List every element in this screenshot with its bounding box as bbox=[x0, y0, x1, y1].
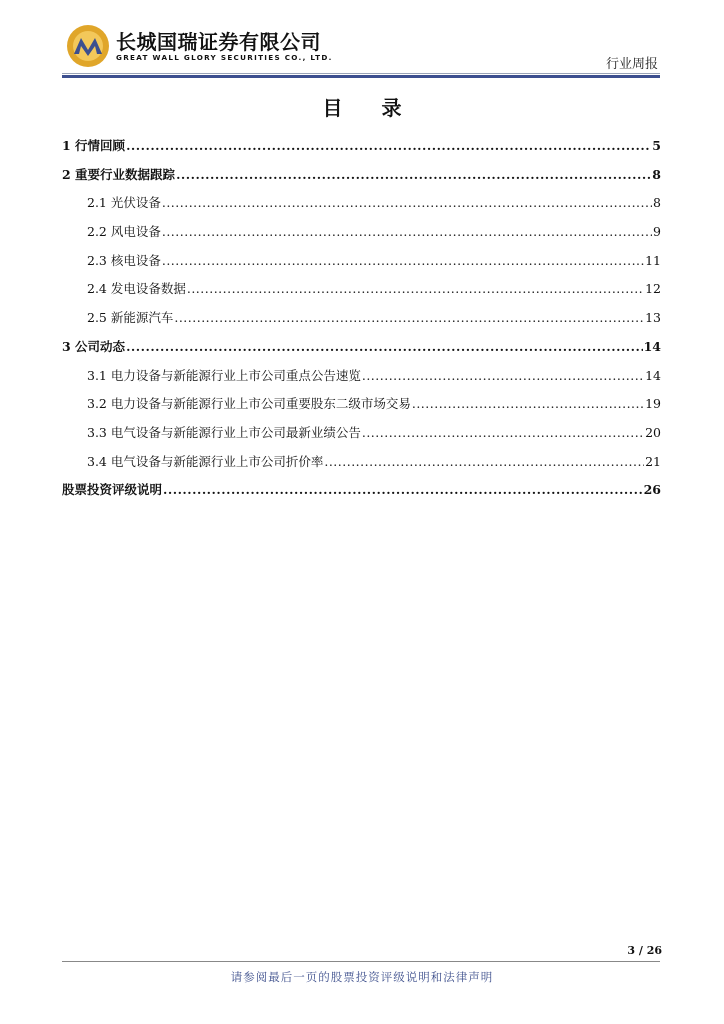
toc-entry-page: 13 bbox=[645, 310, 661, 326]
footer-disclaimer: 请参阅最后一页的股票投资评级说明和法律声明 bbox=[230, 970, 494, 984]
toc-entry-3-2[interactable] bbox=[62, 394, 661, 423]
company-name-cn: 长城国瑞证券有限公司 bbox=[116, 30, 321, 54]
page-header bbox=[62, 20, 660, 78]
toc-entry-label: 2.2 风电设备 bbox=[87, 224, 161, 240]
toc-entry-2-3[interactable] bbox=[62, 251, 661, 280]
toc-leader bbox=[126, 339, 643, 354]
toc-entry-page: 9 bbox=[653, 224, 661, 240]
toc-entry-label: 2.3 核电设备 bbox=[87, 252, 161, 268]
toc-entry-label: 1 行情回顾 bbox=[62, 138, 126, 153]
toc-entry-page: 14 bbox=[643, 338, 661, 354]
toc-entry-page: 8 bbox=[652, 166, 661, 182]
toc-leader bbox=[324, 454, 644, 469]
page-number: 3 / 26 bbox=[627, 944, 662, 957]
toc-entry-2-4[interactable] bbox=[62, 279, 661, 308]
table-of-contents bbox=[62, 136, 661, 509]
toc-entry-page: 11 bbox=[645, 252, 661, 268]
toc-entry-page: 19 bbox=[645, 396, 661, 412]
toc-entry-label: 3.4 电气设备与新能源行业上市公司折价率 bbox=[87, 453, 324, 469]
toc-leader bbox=[162, 224, 652, 239]
report-type-label: 行业周报 bbox=[605, 57, 658, 72]
toc-leader bbox=[362, 425, 644, 440]
toc-leader bbox=[162, 253, 644, 268]
toc-entry-label: 3.1 电力设备与新能源行业上市公司重点公告速览 bbox=[87, 367, 361, 383]
toc-leader bbox=[163, 482, 643, 497]
toc-entry-3-1[interactable] bbox=[62, 366, 661, 395]
toc-entry-page: 20 bbox=[645, 424, 661, 440]
toc-leader bbox=[176, 167, 651, 182]
toc-entry-3-3[interactable] bbox=[62, 423, 661, 452]
toc-entry-page: 26 bbox=[643, 482, 661, 498]
header-divider-thin bbox=[62, 73, 660, 74]
footer-divider bbox=[62, 961, 660, 962]
toc-entry-3-4[interactable] bbox=[62, 452, 661, 481]
toc-entry-1[interactable] bbox=[62, 136, 661, 165]
toc-leader bbox=[187, 281, 644, 296]
toc-entry-2-2[interactable] bbox=[62, 222, 661, 251]
toc-entry-page: 5 bbox=[652, 138, 661, 153]
toc-entry-2-5[interactable] bbox=[62, 308, 661, 337]
toc-entry-2-1[interactable] bbox=[62, 193, 661, 222]
toc-leader bbox=[412, 396, 644, 411]
toc-entry-2[interactable] bbox=[62, 165, 661, 194]
toc-entry-rating-notes[interactable] bbox=[62, 480, 661, 509]
toc-entry-label: 3.2 电力设备与新能源行业上市公司重要股东二级市场交易 bbox=[87, 396, 411, 412]
toc-entry-3[interactable] bbox=[62, 337, 661, 366]
company-name-en: GREAT WALL GLORY SECURITIES CO., LTD. bbox=[116, 53, 333, 62]
toc-entry-page: 14 bbox=[645, 367, 661, 383]
toc-entry-label: 股票投资评级说明 bbox=[62, 482, 163, 498]
toc-entry-label: 3.3 电气设备与新能源行业上市公司最新业绩公告 bbox=[87, 424, 361, 440]
toc-entry-page: 21 bbox=[645, 453, 661, 469]
toc-entry-label: 2 重要行业数据跟踪 bbox=[62, 166, 176, 182]
toc-entry-page: 12 bbox=[645, 281, 661, 297]
toc-entry-label: 2.1 光伏设备 bbox=[87, 195, 161, 211]
toc-entry-label: 2.5 新能源汽车 bbox=[87, 310, 174, 326]
toc-leader bbox=[174, 310, 644, 325]
toc-entry-label: 3 公司动态 bbox=[62, 338, 126, 354]
company-logo-icon bbox=[66, 24, 110, 68]
toc-entry-page: 8 bbox=[653, 195, 661, 211]
toc-leader bbox=[362, 368, 644, 383]
toc-title: 目 录 bbox=[322, 96, 418, 120]
header-divider bbox=[62, 75, 660, 78]
toc-leader bbox=[162, 195, 652, 210]
toc-leader bbox=[126, 138, 651, 153]
toc-entry-label: 2.4 发电设备数据 bbox=[87, 281, 186, 297]
